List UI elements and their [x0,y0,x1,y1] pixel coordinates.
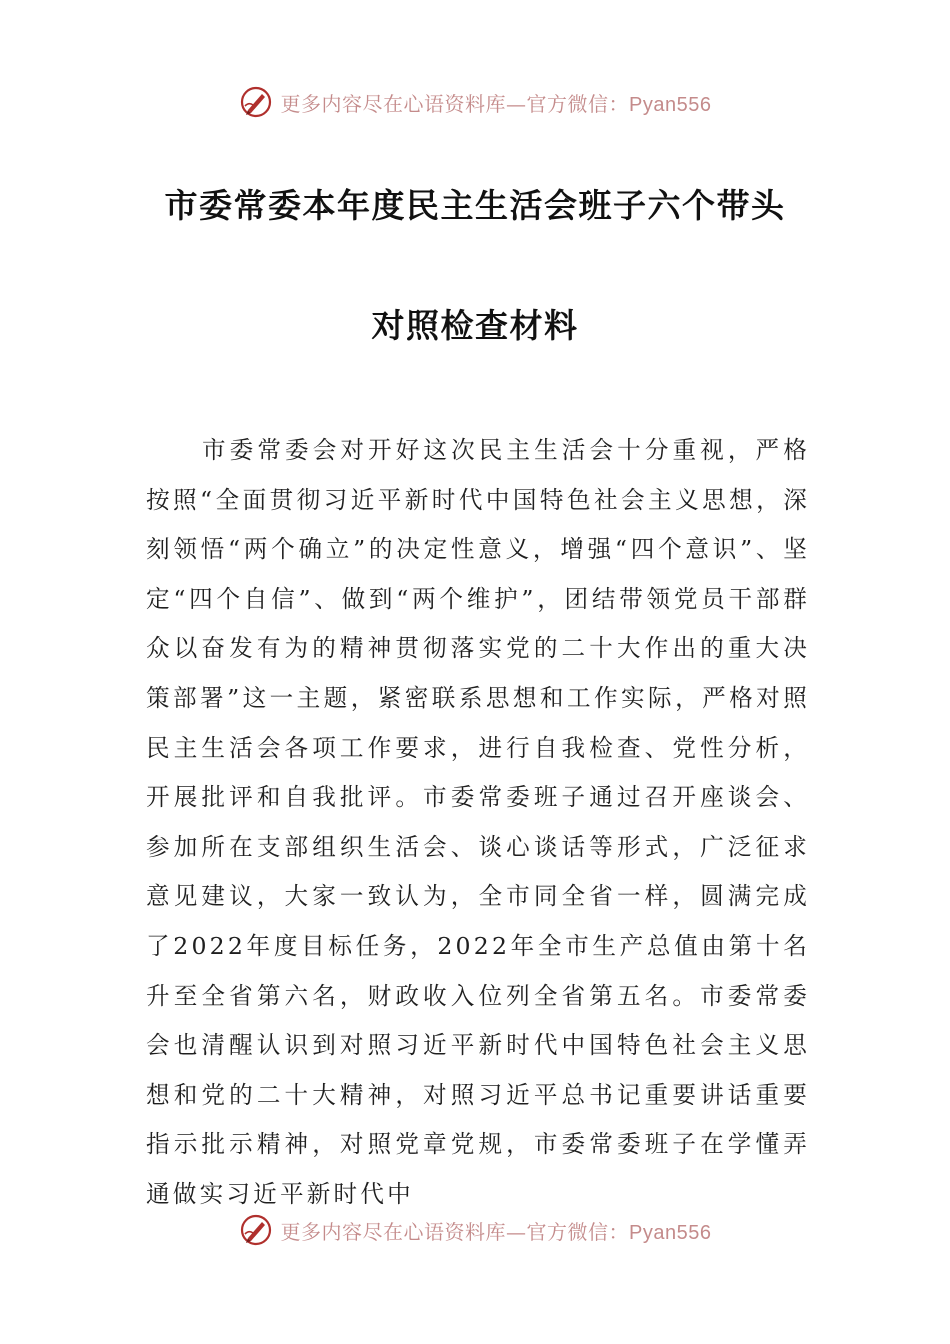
footer-watermark [0,1210,950,1250]
watermark-wechat-id: Pyan556 [629,1221,712,1244]
watermark-text [281,88,712,117]
watermark-label: 更多内容尽在心语资料库—官方微信： [280,91,630,116]
watermark-text [281,1216,712,1245]
header-watermark [0,82,950,122]
pen-logo-icon [239,1213,273,1247]
document-title-line-1: 市委常委本年度民主生活会班子六个带头 [164,186,786,225]
watermark-label: 更多内容尽在心语资料库—官方微信： [280,1219,630,1244]
body-paragraph: 市委常委会对开好这次民主生活会十分重视，严格按照“全面贯彻习近平新时代中国特色社会主义思想，深刻领悟“两个确立”的决定性意义，增强“四个意识”、坚定“四个自信”、做到“两个维护”，团结带领党员干部群众以奋发有为的精神贯彻落实党的二十大作出的重大决策部署”这一主题，紧密联系思想和工作实际，严格对照民主生活会各项工作要求，进行自我检查、党性分析，开展批评和自我批评。市委常委班子通过召开座谈会、参加所在支部组织生活会、谈心谈话等形式，广泛征求意见建议，大家一致认为，全市同全省一样，圆满完成了2022年度目标任务，2022年全市生产总值由第十名升至全省第六名，财政收入位列全省第五名。市委常委会也清醒认识到对照习近平新时代中国特色社会主义思想和党的二十大精神，对照习近平总书记重要讲话重要指示批示精神，对照党章党规，市委常委班子在学懂弄通做实习近平新时代中 [146,436,810,1208]
watermark-wechat-id: Pyan556 [629,93,712,116]
pen-logo-icon [239,85,273,119]
document-title-line-2: 对照检查材料 [371,306,579,345]
